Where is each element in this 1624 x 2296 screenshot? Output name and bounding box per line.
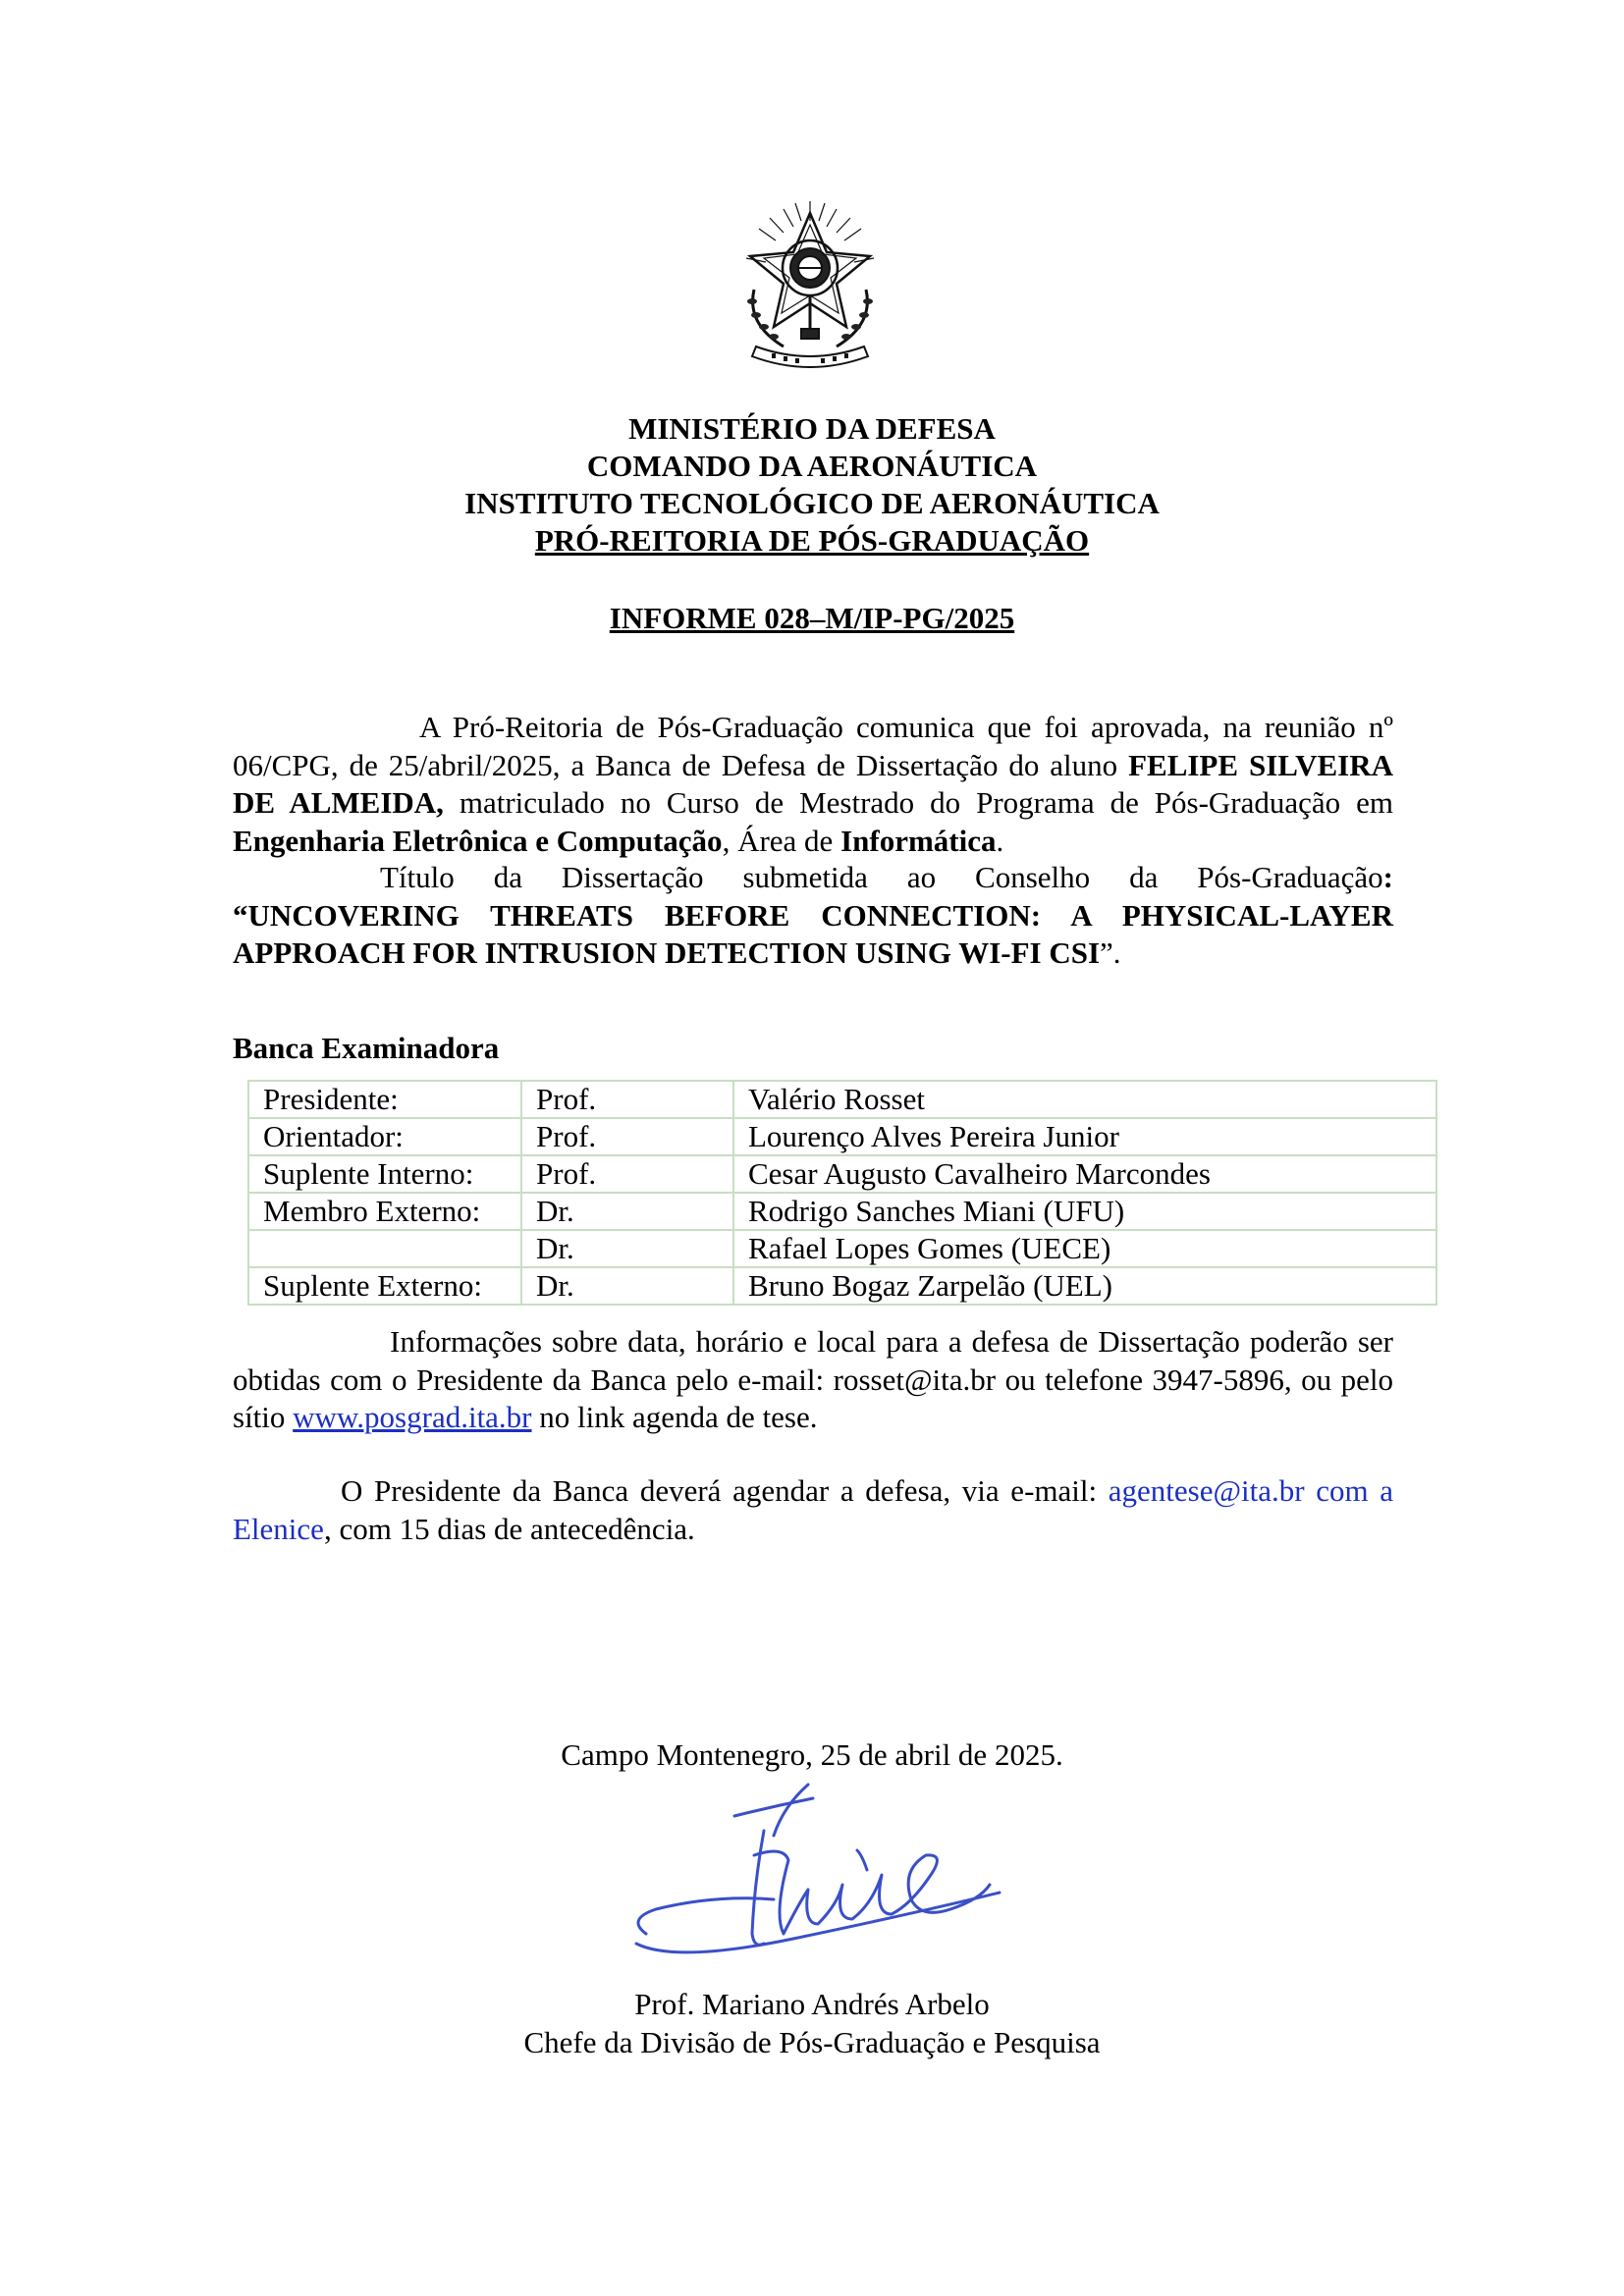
paragraph-text: O Presidente da Banca deverá agendar a defesa, via e-mail: [341,1473,1109,1508]
table-row [248,1230,1436,1267]
paragraph-text: , Área de [722,823,841,858]
posgrad-link[interactable]: www.posgrad.ita.br [293,1400,532,1434]
paragraph-text: , com 15 dias de antecedência. [323,1511,695,1546]
paragraph-text: A Pró-Reitoria de Pós-Graduação comunica que foi aprovada, na reunião nº 06/CPG, de 25/abril/2025, a Banca de Defesa de Dissertação do aluno [233,710,1393,782]
scheduling-paragraph [233,1472,1393,1548]
banca-table [247,1080,1437,1306]
table-row [248,1267,1436,1305]
member-role: Orientador: [248,1118,521,1155]
member-name: Lourenço Alves Pereira Junior [733,1118,1436,1155]
header-command: COMANDO DA AERONÁUTICA [586,449,1038,483]
paragraph-text: ”. [1100,935,1121,970]
member-title: Dr. [521,1230,733,1267]
signer-name: Prof. Mariano Andrés Arbelo [634,1987,990,2021]
banca-heading: Banca Examinadora [233,1031,500,1065]
header-pro-reitoria: PRÓ-REITORIA DE PÓS-GRADUAÇÃO [534,523,1090,558]
dissertation-title-paragraph [233,859,1393,973]
institution-header [0,410,1624,560]
member-name: Cesar Augusto Cavalheiro Marcondes [733,1155,1436,1193]
brasil-coat-of-arms-icon [725,191,896,368]
member-name: Rafael Lopes Gomes (UECE) [733,1230,1436,1267]
member-role: Membro Externo: [248,1193,521,1230]
dissertation-title: “UNCOVERING THREATS BEFORE CONNECTION: A PHYSICAL-LAYER APPROACH FOR INTRUSION DETECTION USING WI-FI CSI [233,897,1393,970]
handwritten-signature-icon [617,1777,1009,1973]
student-name: FELIPE SILVEIRA DE ALMEIDA, [233,747,1394,820]
paragraph-text: no link agenda de tese. [531,1400,818,1434]
member-name: Bruno Bogaz Zarpelão (UEL) [733,1267,1436,1305]
signer-role: Chefe da Divisão de Pós-Graduação e Pesquisa [523,2025,1101,2059]
member-role: Presidente: [248,1081,521,1118]
program-name: Engenharia Eletrônica e Computação [233,823,723,858]
paragraph-text: : [1382,860,1393,894]
area-name: Informática [840,823,997,858]
member-title: Dr. [521,1267,733,1305]
table-row [248,1118,1436,1155]
member-name: Valério Rosset [733,1081,1436,1118]
table-row [248,1193,1436,1230]
agentese-email-link[interactable]: agentese@ita.br com a Elenice [233,1473,1393,1546]
member-role [248,1230,521,1267]
member-role: Suplente Externo: [248,1267,521,1305]
document-number: INFORME 028–M/IP-PG/2025 [609,601,1015,635]
member-title: Dr. [521,1193,733,1230]
member-title: Prof. [521,1155,733,1193]
member-name: Rodrigo Sanches Miani (UFU) [733,1193,1436,1230]
table-row [248,1155,1436,1193]
paragraph-text: Informações sobre data, horário e local para a defesa de Dissertação poderão ser obtidas com o Presidente da Banca pelo e-mail: rosset@ita.br ou telefone 3947-5896, ou pelo sítio [233,1324,1393,1434]
header-ministry: MINISTÉRIO DA DEFESA [628,411,996,446]
member-role: Suplente Interno: [248,1155,521,1193]
info-paragraph [233,1323,1393,1437]
paragraph-text: . [996,823,1004,858]
table-row [248,1081,1436,1118]
paragraph-text: matriculado no Curso de Mestrado do Programa de Pós-Graduação em [443,785,1393,820]
paragraph-text: Título da Dissertação submetida ao Conselho da Pós-Graduação [380,860,1383,894]
signer-block [0,1985,1624,2061]
announcement-paragraph [233,709,1393,860]
member-title: Prof. [521,1118,733,1155]
header-institute: INSTITUTO TECNOLÓGICO DE AERONÁUTICA [464,486,1160,520]
member-title: Prof. [521,1081,733,1118]
place-date: Campo Montenegro, 25 de abril de 2025. [561,1737,1063,1772]
